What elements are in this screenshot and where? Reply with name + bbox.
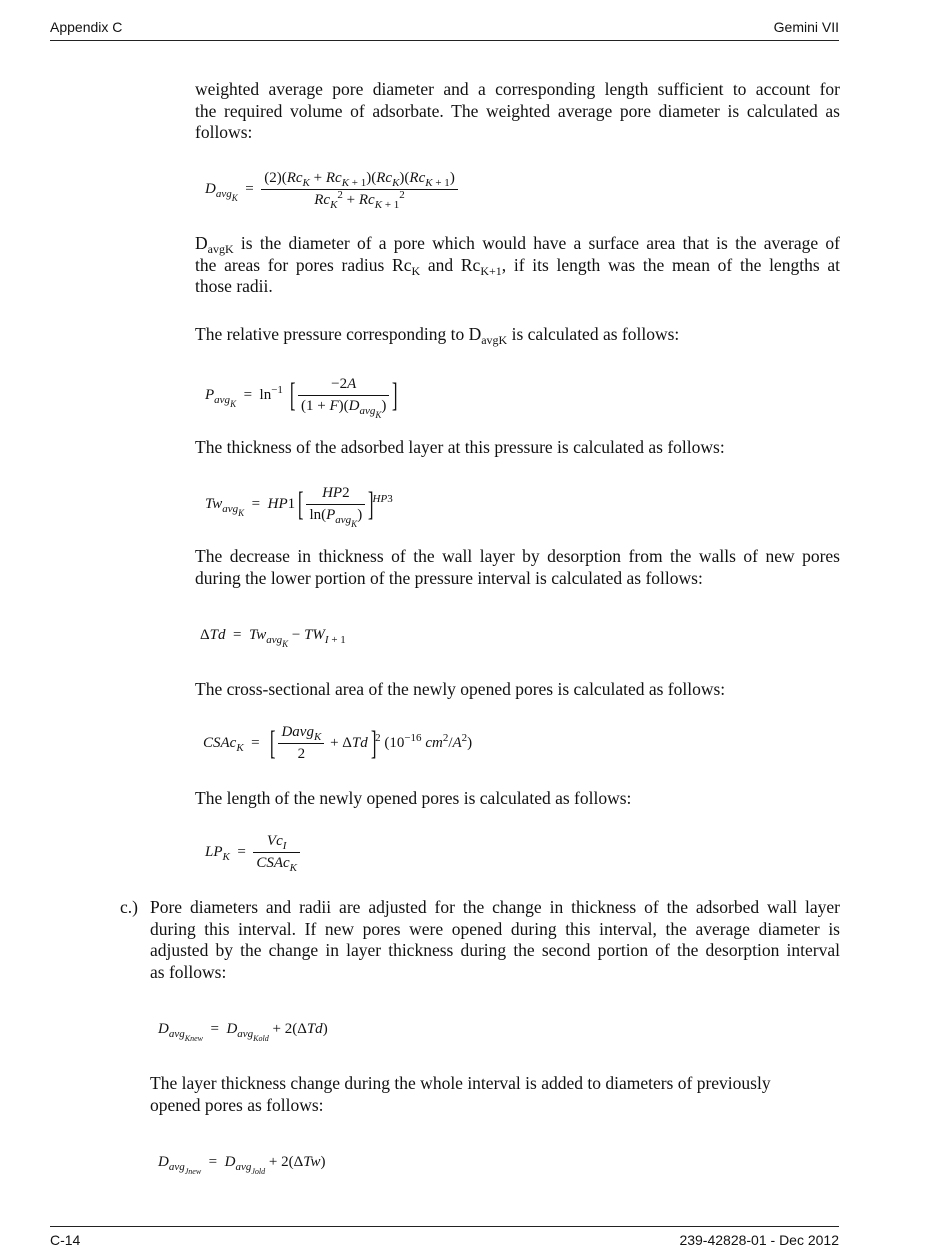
text-line: The cross-sectional area of the newly opened pores is calculated as follows: xyxy=(195,679,726,699)
text-line: as follows: xyxy=(150,961,227,982)
document-number: 239-42828-01 - Dec 2012 xyxy=(679,1232,839,1248)
text-line: the areas for pores radius $Rc_K$ and $Rc_{K+1}$, if its length was the mean of the lengths at xyxy=(195,254,840,278)
text-line: The thickness of the adsorbed layer at this pressure is calculated as follows: xyxy=(195,437,725,457)
paragraph-weighted-diameter xyxy=(195,79,840,144)
paragraph-adsorbed-layer xyxy=(195,437,840,459)
paragraph-wall-layer-decrease xyxy=(195,546,840,589)
text-line: The layer thickness change during the whole interval is added to diameters of previously xyxy=(150,1073,771,1093)
paragraph-pore-length xyxy=(195,788,840,810)
page-footer xyxy=(50,1226,839,1249)
text-line: The relative pressure corresponding to $D_{avgK}$ is calculated as follows: xyxy=(195,324,680,347)
text-line: during this interval. If new pores were opened during this interval, the average diameter is xyxy=(150,918,840,939)
equation-delta-td: $\Delta Td = Tw_{avg_K} - TW_{I + 1}$ xyxy=(200,627,346,649)
paragraph-cross-sectional-area xyxy=(195,679,840,701)
text-line: $D_{avgK}$ is the diameter of a pore which would have a surface area that is the average of xyxy=(195,233,840,256)
text-line: follows: xyxy=(195,122,253,142)
equation-twavg: $Tw_{avg_K} = HP1$[ $\frac{HP2}{\ln(P_{avg_K})}$ ]$^{HP3}$ xyxy=(205,485,393,529)
equation-lpk: $LP_K$ = $\frac{Vc_I}{CSAc_K}$ xyxy=(205,833,300,872)
equation-pavg: $P_{avg_K} = \ln^{-1}$ [ $\frac{-2A}{(1 + F)(D_{avg_K})}$ ] xyxy=(205,376,398,420)
equation-davg-jnew: $D_{avg_{Jnew}} = D_{avg_{Jold}} + 2(\Delta Tw)$ xyxy=(158,1154,326,1176)
text-line: the required volume of adsorbate. The weighted average pore diameter is calculated as xyxy=(195,100,840,121)
equation-davg: $D_{avg_K}$ = $\frac{(2)(Rc_K + Rc_{K + 1})(Rc_K)(Rc_{K + 1})}{Rc_K^2 + Rc_{K + 1}^2}$ xyxy=(205,170,458,209)
equation-csac: CSAc$_K$ = [ $\frac{Davg_K}{2}$ + ΔTd]$^2$ ($10^{-16}$ $cm^2/A^2$) xyxy=(203,724,473,762)
text-line: The length of the newly opened pores is calculated as follows: xyxy=(195,788,632,808)
paragraph-davg-definition xyxy=(195,233,840,298)
text-line: Pore diameters and radii are adjusted for the change in thickness of the adsorbed wall layer xyxy=(150,897,840,917)
text-line: opened pores as follows: xyxy=(150,1094,324,1115)
text-line: adjusted by the change in layer thickness during the second portion of the desorption interval xyxy=(150,940,840,960)
text-line: during the lower portion of the pressure interval is calculated as follows: xyxy=(195,567,703,588)
text-line: weighted average pore diameter and a corresponding length sufficient to account for xyxy=(195,79,840,99)
list-item-c-text xyxy=(150,897,840,983)
page-header xyxy=(50,18,839,41)
list-item-label: c.) xyxy=(120,897,138,917)
page-number: C-14 xyxy=(50,1232,81,1248)
paragraph-layer-thickness-change xyxy=(150,1073,840,1116)
header-product-label: Gemini VII xyxy=(773,19,839,35)
text-line: The decrease in thickness of the wall layer by desorption from the walls of new pores xyxy=(195,546,840,566)
text-line: those radii. xyxy=(195,276,273,296)
header-section-label: Appendix C xyxy=(50,19,123,35)
paragraph-relative-pressure xyxy=(195,324,840,346)
equation-davg-knew: $D_{avg_{Knew}} = D_{avg_{Kold}} + 2(\Delta Td)$ xyxy=(158,1021,328,1043)
